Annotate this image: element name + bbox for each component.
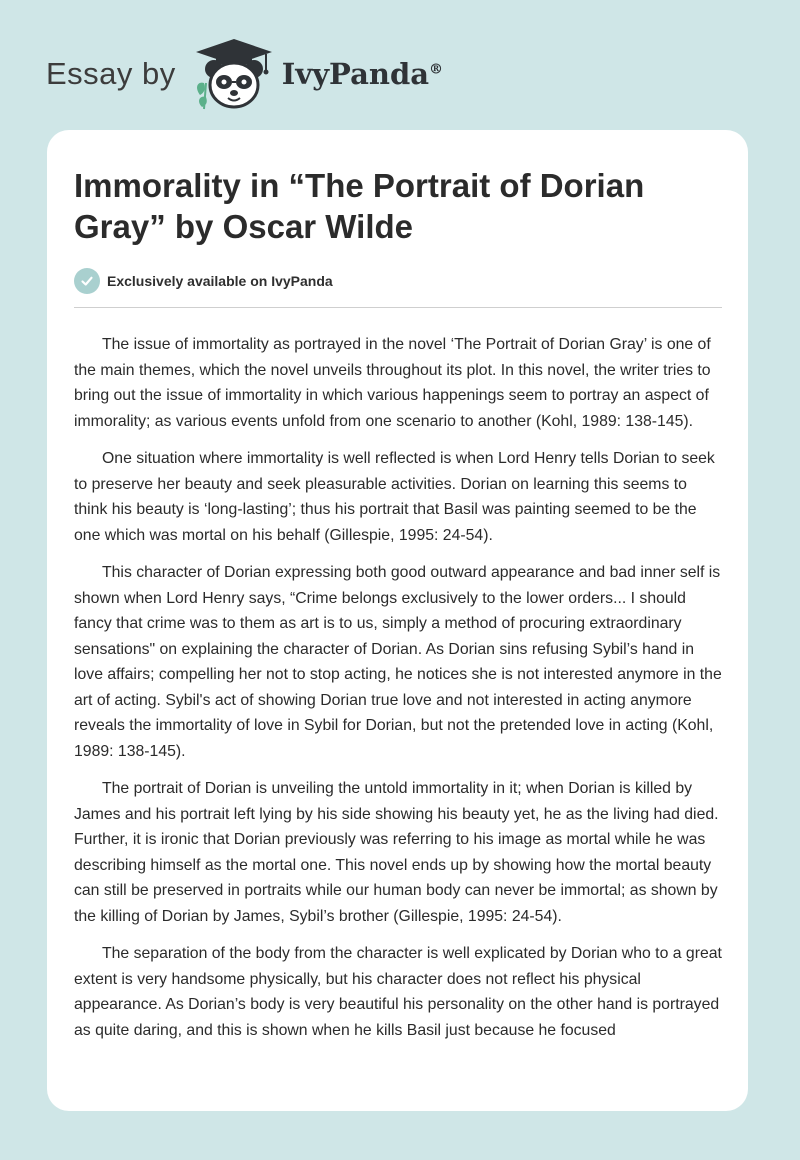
brand-name[interactable]: IvyPanda® xyxy=(281,57,444,91)
paragraph: The portrait of Dorian is unveiling the untold immortality in it; when Dorian is killed by James and his portrait left lying by his side showing his beauty yet, he as the living had died. Further, it is ironic that Dorian previously was referring to his image as mortal while he was describing himself as the mortal one. This novel ends up by showing how the mortal beauty can still be preserved in portraits while our human body can never be immortal; as shown by the killing of Dorian by James, Sybil’s brother (Gillespie, 1995: 24-54). xyxy=(74,780,719,925)
paragraph: The separation of the body from the character is well explicated by Dorian who to a great extent is very handsome physically, but his character does not reflect his physical appearance. As Dorian’s body is very beautiful his personality on the other hand is portrayed as quite daring, and this is shown when he kills Basil just because he focused xyxy=(74,945,722,1039)
essay-by-label: Essay by xyxy=(46,56,176,91)
availability-text: Exclusively available on IvyPanda xyxy=(107,273,333,289)
essay-card xyxy=(47,130,748,1111)
check-circle-icon xyxy=(74,268,100,294)
panda-logo-icon[interactable] xyxy=(192,37,276,111)
paragraph: The issue of immortality as portrayed in the novel ‘The Portrait of Dorian Gray’ is one of the main themes, which the novel unveils throughout its plot. In this novel, the writer tries to bring out the issue of immortality in which various happenings seem to portray an aspect of immorality; as various events unfold from one scenario to another (Kohl, 1989: 138-145). xyxy=(74,336,711,430)
divider xyxy=(74,307,722,308)
paragraph: This character of Dorian expressing both good outward appearance and bad inner self is shown when Lord Henry says, “Crime belongs exclusively to the lower orders... I should fancy that crime was to them as art is to us, simply a method of procuring extraordinary sensations" on explaining the character of Dorian. As Dorian sins refusing Sybil’s hand in love affairs; compelling her not to stop acting, he notices she is not interested anymore in the art of acting. Sybil's act of showing Dorian true love and not interested in acting anymore reveals the immortality of love in Sybil for Dorian, but not the pretended love in acting (Kohl, 1989: 138-145). xyxy=(74,564,722,760)
availability-badge xyxy=(74,266,722,296)
page-title: Immorality in “The Portrait of Dorian Gray” by Oscar Wilde xyxy=(74,167,645,245)
site-header xyxy=(46,34,443,114)
paragraph: One situation where immortality is well reflected is when Lord Henry tells Dorian to seek to preserve her beauty and seek pleasurable activities. Dorian on learning this seems to think his beauty is ‘long-lasting’; thus his portrait that Basil was painting seemed to be the one which was mortal on his behalf (Gillespie, 1995: 24-54). xyxy=(74,450,715,544)
essay-body xyxy=(74,332,722,1043)
